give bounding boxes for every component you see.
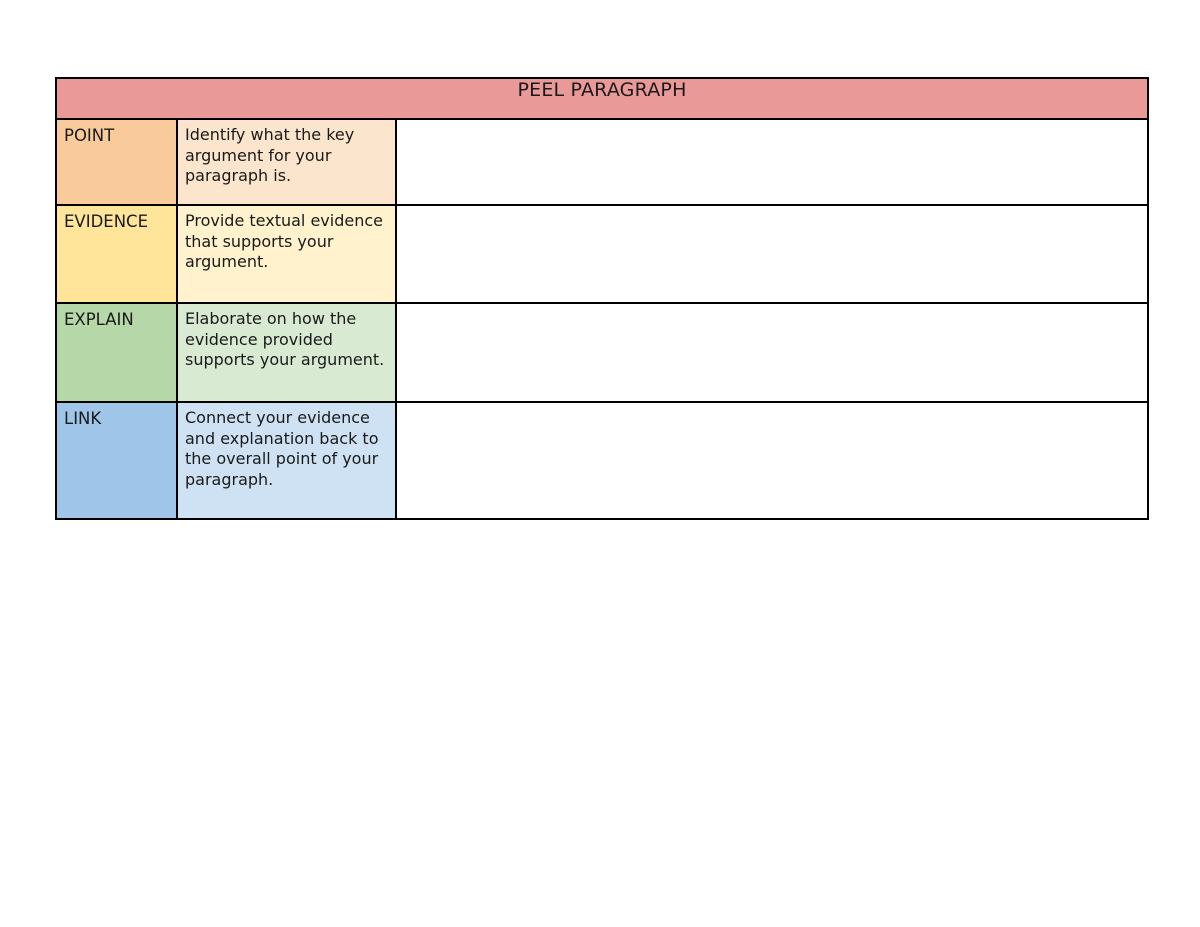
row-description-link: Connect your evidence and explanation back to the overall point of your paragraph. <box>177 402 396 519</box>
row-description-explain: Elaborate on how the evidence provided supports your argument. <box>177 303 396 402</box>
table-row-evidence <box>56 205 1148 303</box>
row-label-point: POINT <box>56 119 177 205</box>
table-title: PEEL PARAGRAPH <box>56 78 1148 119</box>
row-answer-point[interactable] <box>396 119 1148 205</box>
table-row-link <box>56 402 1148 519</box>
row-label-link: LINK <box>56 402 177 519</box>
row-answer-explain[interactable] <box>396 303 1148 402</box>
row-description-evidence: Provide textual evidence that supports your argument. <box>177 205 396 303</box>
peel-table <box>55 77 1149 520</box>
table-header-row <box>56 78 1148 119</box>
row-label-explain: EXPLAIN <box>56 303 177 402</box>
row-answer-evidence[interactable] <box>396 205 1148 303</box>
row-label-evidence: EVIDENCE <box>56 205 177 303</box>
row-answer-link[interactable] <box>396 402 1148 519</box>
table-row-explain <box>56 303 1148 402</box>
table-row-point <box>56 119 1148 205</box>
row-description-point: Identify what the key argument for your paragraph is. <box>177 119 396 205</box>
